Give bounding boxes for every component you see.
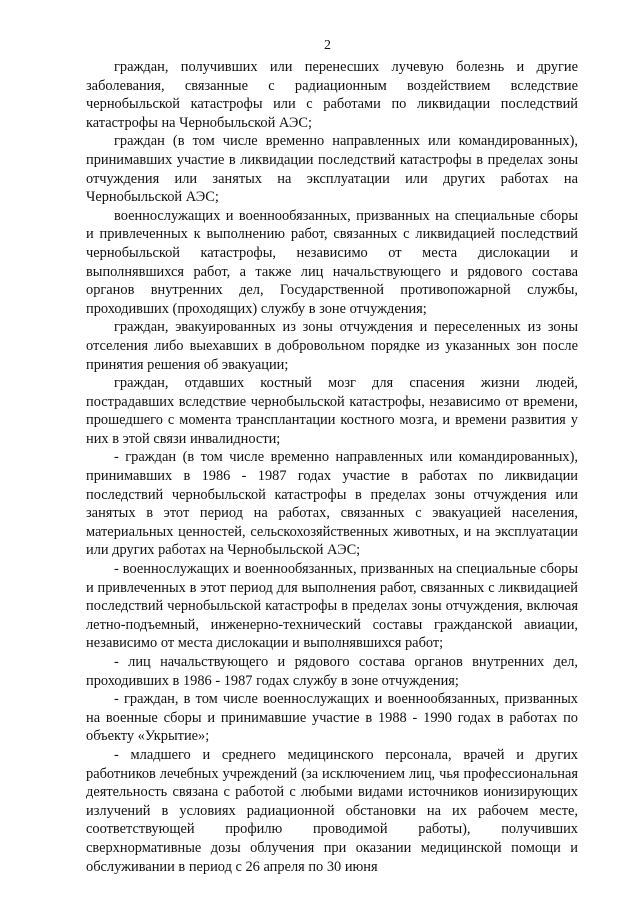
paragraph: - граждан, в том числе военнослужащих и военнообязанных, призванных на военные сборы и принимавшие участие в 1988 - 1990 годах в работах по объекту «Укрытие»; [86, 691, 578, 745]
document-body [86, 58, 578, 876]
paragraph: граждан, отдавших костный мозг для спасения жизни людей, пострадавших вследствие чернобыльской катастрофы, независимо от времени, прошедшего с момента трансплантации костного мозга, и времени развития у них в этой связи инвалидности; [86, 375, 578, 447]
paragraph: - лиц начальствующего и рядового состава органов внутренних дел, проходивших в 1986 - 1987 годах службу в зоне отчуждения; [86, 654, 578, 689]
paragraph: военнослужащих и военнообязанных, призванных на специальные сборы и привлеченных к выполнению работ, связанных с ликвидацией последствий чернобыльской катастрофы, независимо от места дислокации и выполнявшихся работ, а также лиц начальствующего и рядового состава органов внутренних дел, Государственной противопожарной службы, проходивших (проходящих) службу в зоне отчуждения; [86, 207, 578, 317]
paragraph: - младшего и среднего медицинского персонала, врачей и других работников лечебных учреждений (за исключением лиц, чья профессиональная деятельность связана с работой с любыми видами источников ионизирующих излучений в условиях радиационной обстановки на их рабочем месте, соответствующей профилю проводимой работы), получивших сверхнормативные дозы облучения при оказании медицинской помощи и обслуживании в период с 26 апреля по 30 июня [86, 746, 578, 875]
paragraph: граждан, эвакуированных из зоны отчуждения и переселенных из зоны отселения либо выехавших в добровольном порядке из указанных зон после принятия решения об эвакуации; [86, 319, 578, 373]
paragraph: граждан (в том числе временно направленных или командированных), принимавших участие в ликвидации последствий катастрофы в пределах зоны отчуждения или занятых на эксплуатации или других работах на Чернобыльской АЭС; [86, 133, 578, 206]
paragraph: - военнослужащих и военнообязанных, призванных на специальные сборы и привлеченных в этот период для выполнения работ, связанных с ликвидацией последствий чернобыльской катастрофы в пределах зоны отчуждения, включая летно-подъемный, инженерно-технический составы гражданской авиации, независимо от места дислокации и выполнявшихся работ; [86, 561, 578, 652]
paragraph: граждан, получивших или перенесших лучевую болезнь и другие заболевания, связанные с радиационным воздействием вследствие чернобыльской катастрофы или с работами по ликвидации последствий катастрофы на Чернобыльской АЭС; [86, 59, 578, 131]
page-number: 2 [324, 38, 331, 53]
paragraph: - граждан (в том числе временно направленных или командированных), принимавших в 1986 - 1987 годах участие в работах по ликвидации последствий чернобыльской катастрофы в пределах зоны отчуждения или занятых в этот период на работах, связанных с эвакуацией населения, материальных ценностей, сельскохозяйственных животных, и на эксплуатации или других работах на Чернобыльской АЭС; [86, 449, 578, 559]
